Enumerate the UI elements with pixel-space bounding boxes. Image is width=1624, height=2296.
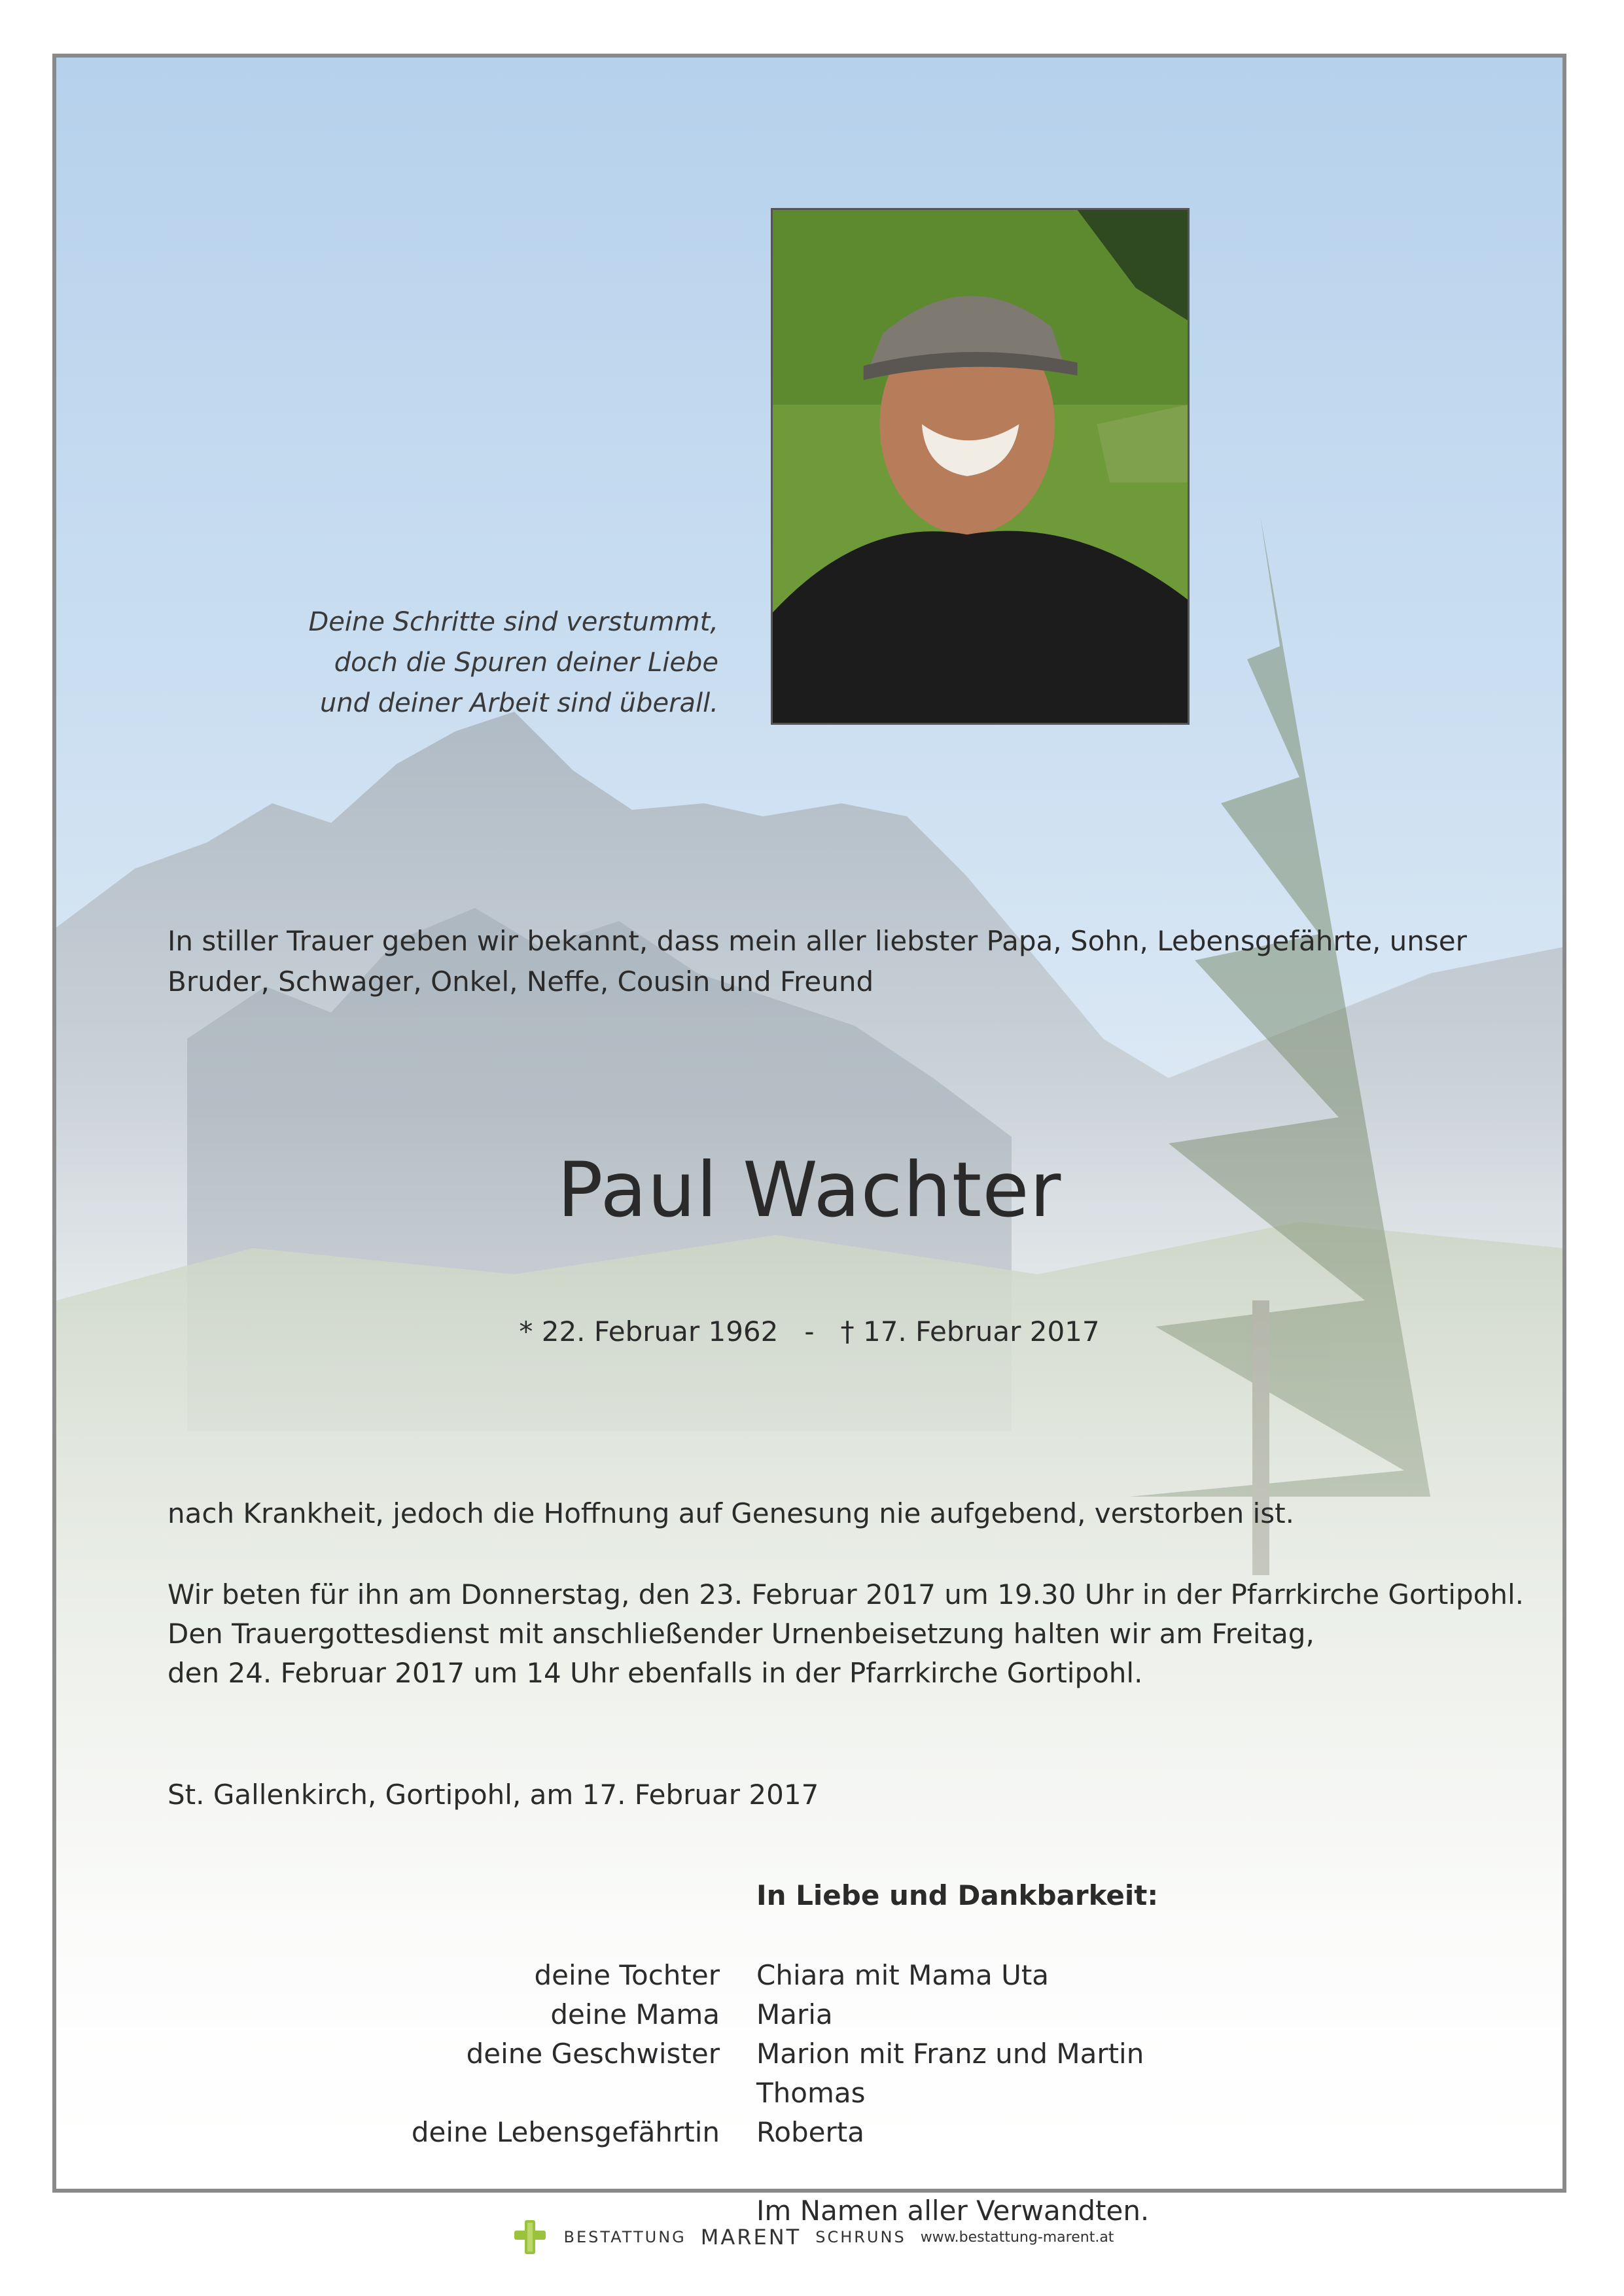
- service-line: den 24. Februar 2017 um 14 Uhr ebenfalls in der Pfarrkirche Gortipohl.: [168, 1657, 1143, 1689]
- cause-text: nach Krankheit, jedoch die Hoffnung auf Genesung nie aufgebend, verstorben ist.: [168, 1497, 1294, 1529]
- portrait-image: [773, 210, 1188, 723]
- mourners-heading: In Liebe und Dankbarkeit:: [756, 1879, 1159, 1911]
- relation-label: deine Mama: [550, 1998, 720, 2030]
- footer-location: SCHRUNS: [815, 2228, 906, 2246]
- relation-label: deine Geschwister: [466, 2038, 720, 2070]
- mourner-names: Chiara mit Mama Uta: [756, 1959, 1050, 1991]
- cross-logo-icon: [510, 2218, 550, 2257]
- relation-label: deine Tochter: [534, 1959, 720, 1991]
- mourner-names: Maria: [756, 1998, 833, 2030]
- mourner-names: Thomas: [756, 2077, 866, 2109]
- life-dates: * 22. Februar 1962 - † 17. Februar 2017: [519, 1315, 1100, 1348]
- footer: [0, 2198, 1624, 2276]
- notice-frame: [52, 54, 1566, 2227]
- portrait-photo: [771, 208, 1190, 725]
- service-line: Den Trauergottesdienst mit anschließender Urnenbeisetzung halten wir am Freitag,: [168, 1618, 1315, 1650]
- place-date: St. Gallenkirch, Gortipohl, am 17. Februar 2017: [168, 1779, 819, 1811]
- quote-line: Deine Schritte sind verstummt,: [308, 607, 718, 637]
- deceased-name: Paul Wachter: [557, 1146, 1062, 1234]
- footer-url-link[interactable]: www.bestattung-marent.at: [920, 2229, 1114, 2246]
- intro-text: In stiller Trauer geben wir bekannt, dass mein aller liebster Papa, Sohn, Lebensgefährte, unser Bruder, Schwager, Onkel, Neffe, Cousin und Freund: [168, 925, 1467, 998]
- footer-brand: MARENT: [700, 2225, 802, 2250]
- service-line: Wir beten für ihn am Donnerstag, den 23. Februar 2017 um 19.30 Uhr in der Pfarrkirche Gortipohl.: [168, 1578, 1524, 1610]
- closing-text: Im Namen aller Verwandten.: [756, 2195, 1150, 2227]
- quote-line: doch die Spuren deiner Liebe: [334, 648, 718, 678]
- footer-prefix: BESTATTUNG: [563, 2228, 686, 2246]
- relation-label: deine Lebensgefährtin: [411, 2116, 720, 2148]
- memorial-quote: [182, 602, 718, 723]
- mourner-names: Marion mit Franz und Martin: [756, 2038, 1144, 2070]
- mourner-names: Roberta: [756, 2116, 864, 2148]
- quote-line: und deiner Arbeit sind überall.: [319, 688, 718, 718]
